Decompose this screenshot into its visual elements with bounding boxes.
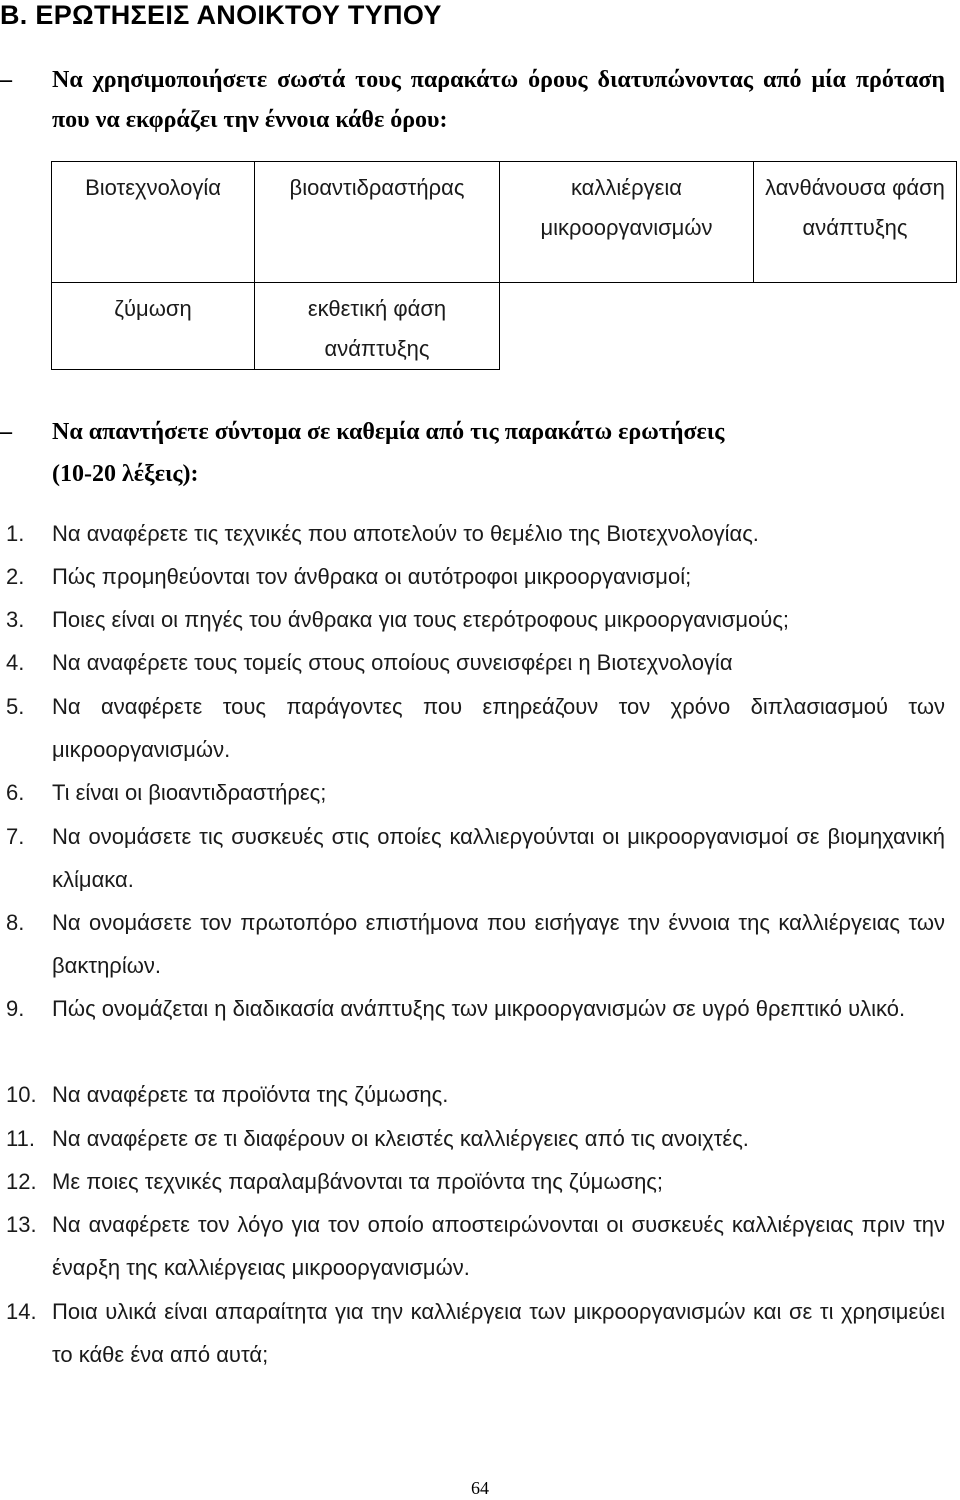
section-heading: B. ΕΡΩΤΗΣΕΙΣ ΑΝΟΙΚΤΟΥ ΤΥΠΟΥ (0, 0, 442, 30)
question-item (0, 901, 945, 987)
question-text: Να αναφέρετε τις τεχνικές που αποτελούν το θεμέλιο της Βιοτεχνολογίας. (52, 521, 759, 546)
empty-cell (500, 283, 754, 370)
question-number: 2. (6, 564, 25, 589)
dash-bullet: – (0, 67, 12, 93)
question-item (0, 1117, 945, 1160)
question-number: 8. (6, 910, 25, 935)
question-item (0, 1290, 945, 1376)
question-item (0, 987, 945, 1030)
question-number: 14. (6, 1299, 37, 1324)
question-number: 4. (6, 650, 25, 675)
question-text: Πώς προμηθεύονται τον άνθρακα οι αυτότροφοι μικροοργανισμοί; (52, 564, 692, 589)
question-item (0, 512, 945, 555)
question-number: 3. (6, 607, 25, 632)
question-number: 7. (6, 824, 25, 849)
terms-row (52, 283, 957, 370)
term-cell: Βιοτεχνολογία (52, 162, 255, 283)
question-text: Να αναφέρετε τον λόγο για τον οποίο αποστειρώνονται οι συσκευές καλλιέργειας πριν την έναρξη της καλλιέργειας μικροοργανισμών. (52, 1212, 945, 1280)
question-number: 10. (6, 1082, 37, 1107)
question-number: 9. (6, 996, 25, 1021)
dash-bullet: – (0, 419, 12, 445)
question-item (0, 641, 945, 684)
question-number: 6. (6, 780, 25, 805)
question-number: 11. (6, 1126, 35, 1151)
term-cell: λανθάνουσα φάση ανάπτυξης (754, 162, 957, 283)
question-text: Να αναφέρετε τους παράγοντες που επηρεάζουν τον χρόνο διπλασιασμού των μικροοργανισμών. (52, 694, 945, 762)
question-text: Να αναφέρετε τα προϊόντα της ζύμωσης. (52, 1082, 449, 1107)
question-item (0, 815, 945, 901)
question-item (0, 771, 945, 814)
question-text: Ποιες είναι οι πηγές του άνθρακα για τους ετερότροφους μικροοργανισμούς; (52, 607, 790, 632)
term-cell: καλλιέργεια μικροοργανισμών (500, 162, 754, 283)
question-number: 1. (6, 521, 25, 546)
question-text: Να ονομάσετε τις συσκευές στις οποίες καλλιεργούνται οι μικροοργανισμοί σε βιομηχανική κλίμακα. (52, 824, 945, 892)
page-number: 64 (471, 1478, 489, 1498)
question-text: Να αναφέρετε τους τομείς στους οποίους συνεισφέρει η Βιοτεχνολογία (52, 650, 733, 675)
empty-cell (754, 283, 957, 370)
instruction-terms (0, 60, 945, 140)
instruction-terms-text: Να χρησιμοποιήσετε σωστά τους παρακάτω όρους διατυπώνοντας από μία πρόταση που να εκφράζει την έννοια κάθε όρου: (52, 67, 945, 133)
question-text: Να ονομάσετε τον πρωτοπόρο επιστήμονα που εισήγαγε την έννοια της καλλιέργειας των βακτηρίων. (52, 910, 945, 978)
question-text: Ποια υλικά είναι απαραίτητα για την καλλιέργεια των μικροοργανισμών και σε τι χρησιμεύει το κάθε ένα από αυτά; (52, 1299, 945, 1367)
instruction-short-answers-line1: Να απαντήσετε σύντομα σε καθεμία από τις παρακάτω ερωτήσεις (52, 419, 725, 445)
instruction-short-answers-line2: (10-20 λέξεις): (52, 461, 199, 487)
question-item (0, 1160, 945, 1203)
question-number: 13. (6, 1212, 37, 1237)
question-item (0, 1073, 945, 1116)
question-number: 12. (6, 1169, 37, 1194)
question-item (0, 1203, 945, 1289)
question-text: Με ποιες τεχνικές παραλαμβάνονται τα προϊόντα της ζύμωσης; (52, 1169, 664, 1194)
term-cell: βιοαντιδραστήρας (255, 162, 500, 283)
question-text: Να αναφέρετε σε τι διαφέρουν οι κλειστές καλλιέργειες από τις ανοιχτές. (52, 1126, 749, 1151)
question-item (0, 685, 945, 771)
terms-row (52, 162, 957, 283)
question-number: 5. (6, 694, 25, 719)
question-text: Πώς ονομάζεται η διαδικασία ανάπτυξης των μικροοργανισμών σε υγρό θρεπτικό υλικό. (52, 996, 906, 1021)
question-item (0, 598, 945, 641)
question-text: Τι είναι οι βιοαντιδραστήρες; (52, 780, 327, 805)
instruction-short-answers (0, 412, 945, 494)
term-cell: εκθετική φάση ανάπτυξης (255, 283, 500, 370)
terms-table (51, 161, 957, 370)
term-cell: ζύμωση (52, 283, 255, 370)
question-item (0, 555, 945, 598)
